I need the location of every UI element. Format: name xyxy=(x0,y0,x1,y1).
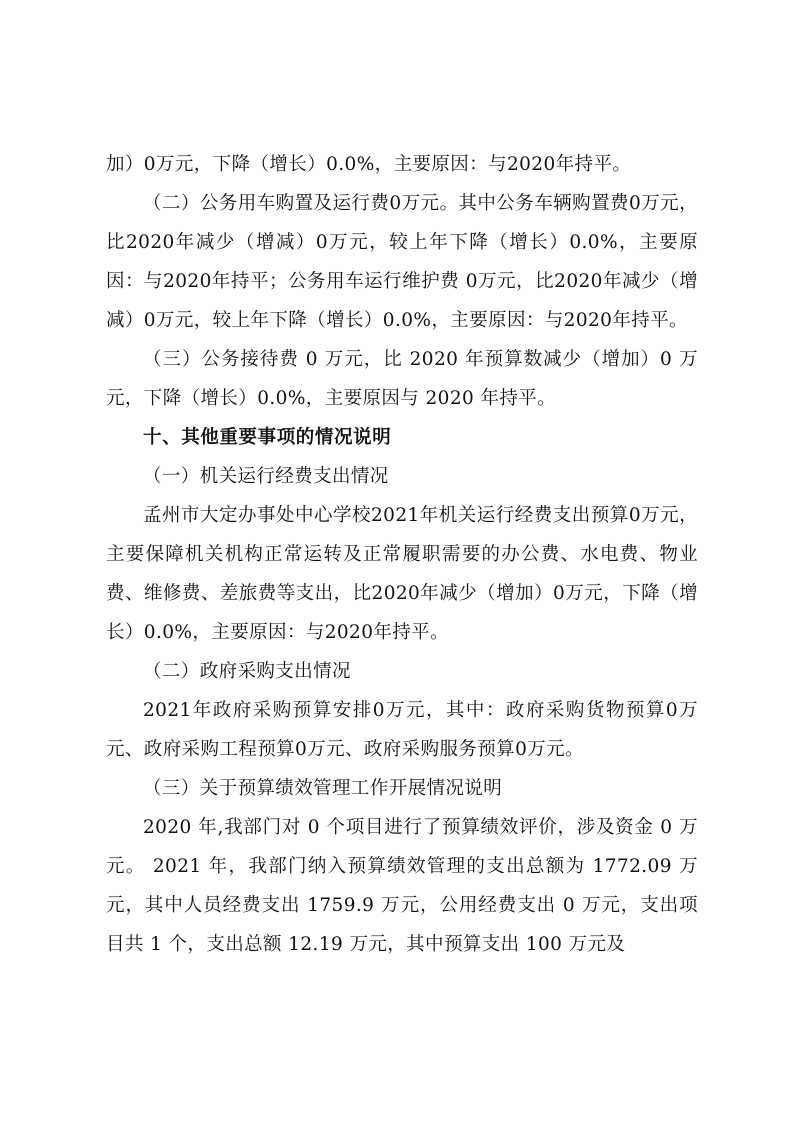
paragraph-vehicle-costs: （二）公务用车购置及运行费0万元。其中公务车辆购置费0万元，比2020年减少（增减）0万元，较上年下降（增长）0.0%，主要原因：与2020年持平；公务用车运行维护费 0万元，比2020年减少（增减）0万元，较上年下降（增长）0.0%，主要原因：与2020年持平。 xyxy=(106,193,698,331)
paragraph-procurement: 2021年政府采购预算安排0万元，其中：政府采购货物预算0万元、政府采购工程预算0万元、政府采购服务预算0万元。 xyxy=(106,700,698,760)
paragraph-performance-management: 2020 年,我部门对 0 个项目进行了预算绩效评价，涉及资金 0 万元。 2021 年，我部门纳入预算绩效管理的支出总额为 1772.09 万元，其中人员经费支出 1759.9 万元，公用经费支出 0 万元，支出项目共 1 个，支出总额 12.19 万元，其中预算支出 100 万元及 xyxy=(106,817,698,955)
document-body xyxy=(106,145,698,964)
subheading-performance-management: （三）关于预算绩效管理工作开展情况说明 xyxy=(143,778,503,799)
subheading-operating-expenses: （一）机关运行经费支出情况 xyxy=(143,466,389,487)
paragraph-continuation: 加）0万元，下降（增长）0.0%，主要原因：与2020年持平。 xyxy=(106,154,632,175)
subheading-procurement: （二）政府采购支出情况 xyxy=(143,661,351,682)
paragraph-operating-expenses: 孟州市大定办事处中心学校2021年机关运行经费支出预算0万元，主要保障机关机构正常运转及正常履职需要的办公费、水电费、物业费、维修费、差旅费等支出，比2020年减少（增加）0万元，下降（增长）0.0%，主要原因：与2020年持平。 xyxy=(106,505,698,643)
paragraph-reception-costs: （三）公务接待费 0 万元，比 2020 年预算数减少（增加）0 万元，下降（增长）0.0%，主要原因与 2020 年持平。 xyxy=(106,349,698,409)
section-heading-other-matters: 十、其他重要事项的情况说明 xyxy=(143,427,392,448)
